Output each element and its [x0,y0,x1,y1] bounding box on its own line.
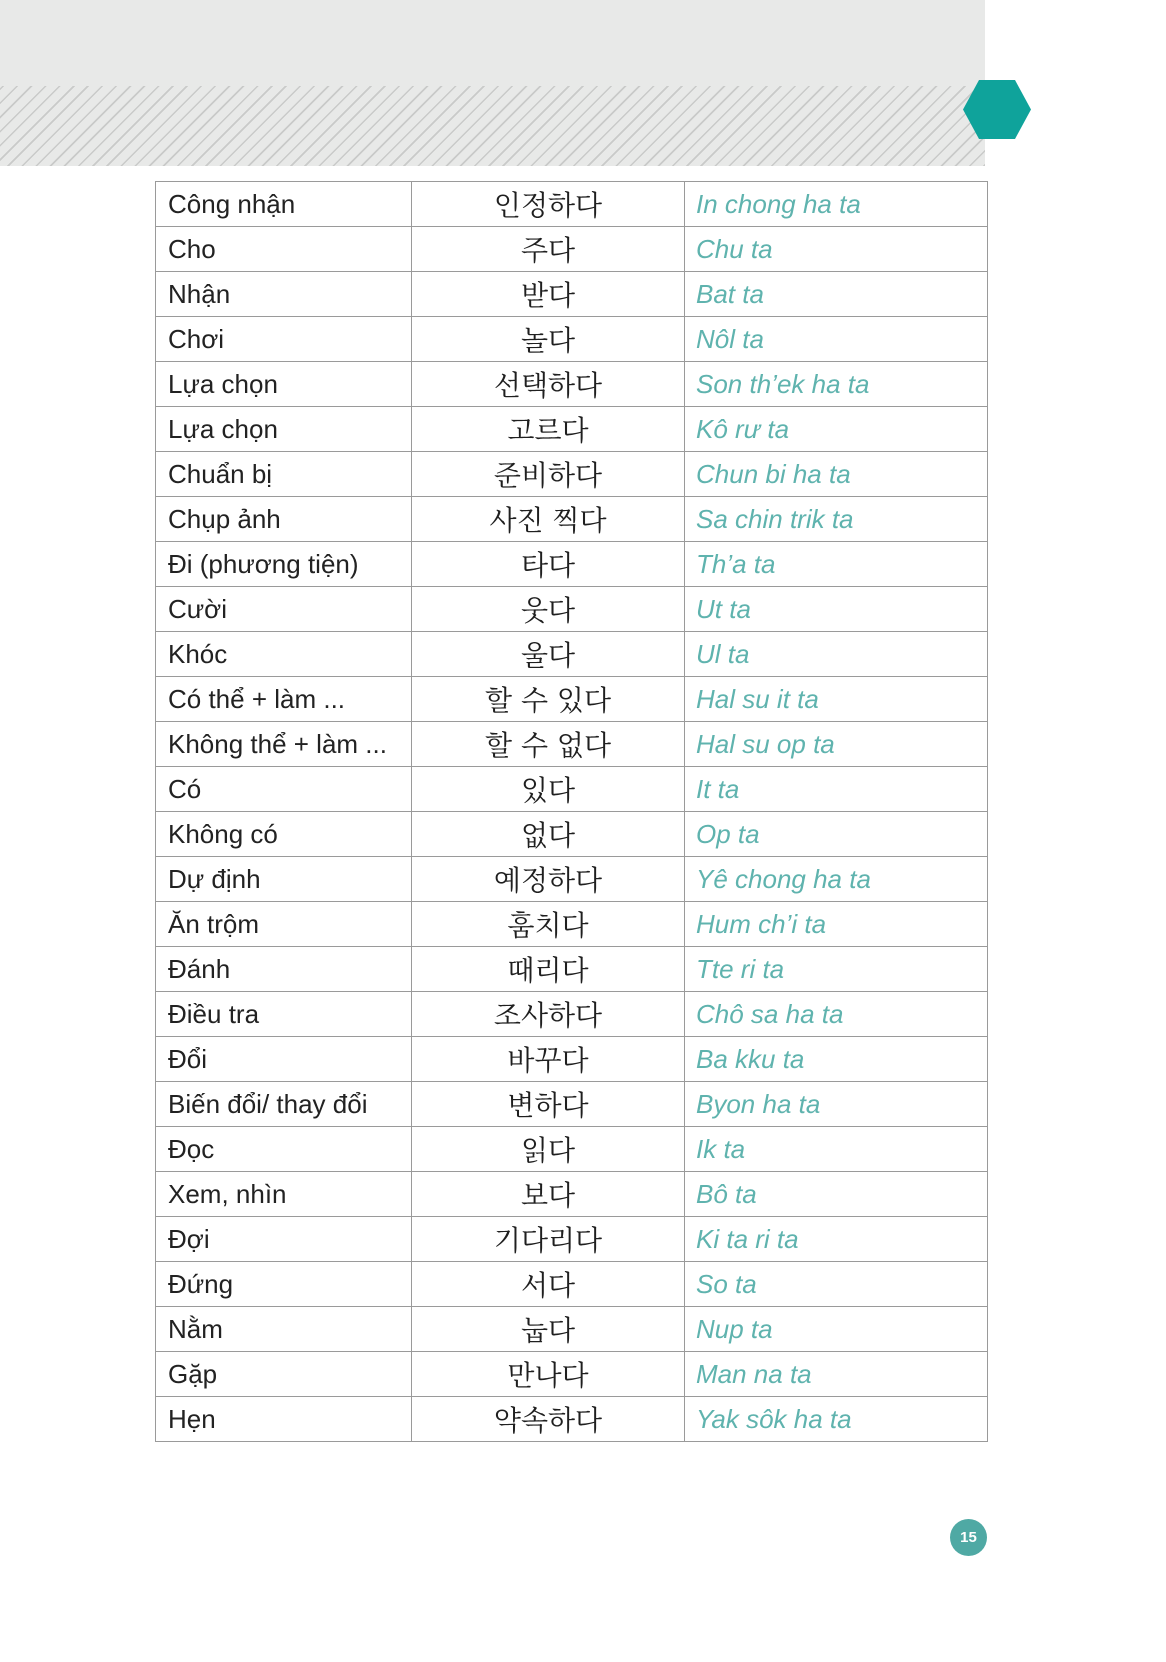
romanization: Man na ta [685,1352,988,1397]
table-row [156,902,988,947]
vietnamese-term: Ăn trộm [156,902,412,947]
romanization: Ki ta ri ta [685,1217,988,1262]
table-row [156,497,988,542]
vietnamese-term: Nằm [156,1307,412,1352]
vietnamese-term: Đi (phương tiện) [156,542,412,587]
romanization: Op ta [685,812,988,857]
vietnamese-term: Biến đổi/ thay đổi [156,1082,412,1127]
table-row [156,857,988,902]
korean-term: 눕다 [412,1307,685,1352]
table-row [156,1217,988,1262]
vietnamese-term: Cười [156,587,412,632]
table-row [156,722,988,767]
vietnamese-term: Gặp [156,1352,412,1397]
vietnamese-term: Đọc [156,1127,412,1172]
table-row [156,452,988,497]
table-row [156,1262,988,1307]
korean-term: 기다리다 [412,1217,685,1262]
romanization: Ik ta [685,1127,988,1172]
korean-term: 때리다 [412,947,685,992]
vietnamese-term: Đứng [156,1262,412,1307]
korean-term: 없다 [412,812,685,857]
vietnamese-term: Chuẩn bị [156,452,412,497]
table-row [156,272,988,317]
table-row [156,1397,988,1442]
vocabulary-table-body [156,182,988,1442]
table-row [156,407,988,452]
table-row [156,677,988,722]
table-row [156,317,988,362]
vietnamese-term: Chơi [156,317,412,362]
table-row [156,542,988,587]
table-row [156,992,988,1037]
romanization: Nôl ta [685,317,988,362]
korean-term: 받다 [412,272,685,317]
table-row [156,812,988,857]
romanization: So ta [685,1262,988,1307]
vietnamese-term: Lựa chọn [156,362,412,407]
vietnamese-term: Không có [156,812,412,857]
romanization: Hal su op ta [685,722,988,767]
romanization: Ba kku ta [685,1037,988,1082]
korean-term: 바꾸다 [412,1037,685,1082]
romanization: Chun bi ha ta [685,452,988,497]
korean-term: 사진 찍다 [412,497,685,542]
vietnamese-term: Đánh [156,947,412,992]
korean-term: 조사하다 [412,992,685,1037]
korean-term: 선택하다 [412,362,685,407]
vietnamese-term: Có thể + làm ... [156,677,412,722]
korean-term: 고르다 [412,407,685,452]
romanization: In chong ha ta [685,182,988,227]
romanization: Son th’ek ha ta [685,362,988,407]
korean-term: 할 수 있다 [412,677,685,722]
table-row [156,1172,988,1217]
table-row [156,587,988,632]
vietnamese-term: Đổi [156,1037,412,1082]
romanization: Yê chong ha ta [685,857,988,902]
vietnamese-term: Điều tra [156,992,412,1037]
romanization: Yak sôk ha ta [685,1397,988,1442]
vietnamese-term: Hẹn [156,1397,412,1442]
vietnamese-term: Cho [156,227,412,272]
table-row [156,362,988,407]
romanization: Chô sa ha ta [685,992,988,1037]
romanization: Bô ta [685,1172,988,1217]
vietnamese-term: Có [156,767,412,812]
romanization: Byon ha ta [685,1082,988,1127]
korean-term: 타다 [412,542,685,587]
table-row [156,1352,988,1397]
vietnamese-term: Xem, nhìn [156,1172,412,1217]
table-row [156,947,988,992]
vocabulary-table [155,181,988,1442]
romanization: Ut ta [685,587,988,632]
vietnamese-term: Chụp ảnh [156,497,412,542]
korean-term: 있다 [412,767,685,812]
romanization: Bat ta [685,272,988,317]
korean-term: 예정하다 [412,857,685,902]
korean-term: 주다 [412,227,685,272]
vietnamese-term: Công nhận [156,182,412,227]
table-row [156,227,988,272]
romanization: Tte ri ta [685,947,988,992]
romanization: Kô rư ta [685,407,988,452]
romanization: Chu ta [685,227,988,272]
vietnamese-term: Đợi [156,1217,412,1262]
table-row [156,182,988,227]
korean-term: 할 수 없다 [412,722,685,767]
korean-term: 읽다 [412,1127,685,1172]
page-number-badge: 15 [950,1519,987,1556]
table-row [156,632,988,677]
korean-term: 약속하다 [412,1397,685,1442]
header-stripe-pattern [0,86,985,166]
romanization: Sa chin trik ta [685,497,988,542]
table-row [156,1037,988,1082]
korean-term: 보다 [412,1172,685,1217]
table-row [156,767,988,812]
korean-term: 웃다 [412,587,685,632]
romanization: Nup ta [685,1307,988,1352]
korean-term: 변하다 [412,1082,685,1127]
romanization: Hum ch’i ta [685,902,988,947]
korean-term: 울다 [412,632,685,677]
table-row [156,1127,988,1172]
romanization: It ta [685,767,988,812]
korean-term: 서다 [412,1262,685,1307]
korean-term: 놀다 [412,317,685,362]
romanization: Ul ta [685,632,988,677]
vietnamese-term: Nhận [156,272,412,317]
vietnamese-term: Không thể + làm ... [156,722,412,767]
romanization: Th’a ta [685,542,988,587]
vietnamese-term: Khóc [156,632,412,677]
romanization: Hal su it ta [685,677,988,722]
hexagon-icon [962,79,1032,140]
korean-term: 준비하다 [412,452,685,497]
table-row [156,1082,988,1127]
korean-term: 만나다 [412,1352,685,1397]
table-row [156,1307,988,1352]
vietnamese-term: Lựa chọn [156,407,412,452]
korean-term: 훔치다 [412,902,685,947]
korean-term: 인정하다 [412,182,685,227]
vietnamese-term: Dự định [156,857,412,902]
